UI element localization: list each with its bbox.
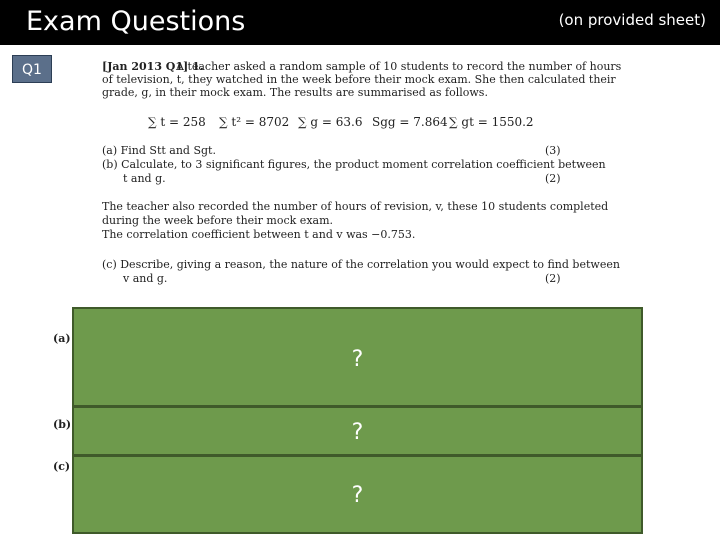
answer-b-box[interactable] bbox=[72, 406, 643, 456]
sheet-note: (on provided sheet) bbox=[558, 11, 706, 29]
part-b-text-1: (b) Calculate, to 3 significant figures, the product moment correlation coefficient between bbox=[102, 158, 606, 171]
answer-c-box[interactable] bbox=[72, 455, 643, 534]
part-c-text-2: v and g. bbox=[123, 272, 168, 285]
part-c-text-1: (c) Describe, giving a reason, the nature of the correlation you would expect to find between bbox=[102, 258, 620, 271]
followup-line-2: during the week before their mock exam. bbox=[102, 214, 334, 227]
intro-line-3: grade, g, in their mock exam. The results are summarised as follows. bbox=[102, 86, 488, 99]
answer-b-label: (b) bbox=[53, 418, 72, 431]
slide-title: Exam Questions bbox=[26, 6, 246, 37]
part-b-marks: (2) bbox=[545, 172, 561, 185]
answer-a-box[interactable] bbox=[72, 307, 643, 407]
answer-a-label: (a) bbox=[53, 332, 71, 345]
sum-t2: ∑ t² = 8702 bbox=[219, 115, 290, 129]
followup-line-1: The teacher also recorded the number of hours of revision, v, these 10 students completed bbox=[102, 200, 609, 213]
sum-t: ∑ t = 258 bbox=[148, 115, 206, 129]
answer-b-hidden: ? bbox=[351, 420, 364, 445]
question-badge: Q1 bbox=[12, 55, 52, 83]
intro-line-2: of television, t, they watched in the week before their mock exam. She then calculated their bbox=[102, 73, 616, 86]
part-a-text: (a) Find Stt and Sgt. bbox=[102, 144, 216, 157]
answer-a-hidden: ? bbox=[351, 347, 364, 372]
question-ref: [Jan 2013 Q1] 1. bbox=[102, 60, 204, 73]
part-a-marks: (3) bbox=[545, 144, 561, 157]
title-bar bbox=[0, 0, 720, 45]
followup-line-3: The correlation coefficient between t and v was −0.753. bbox=[102, 228, 416, 241]
sum-g: ∑ g = 63.6 bbox=[298, 115, 363, 129]
intro-line-1: A teacher asked a random sample of 10 students to record the number of hours bbox=[176, 60, 622, 73]
answer-c-label: (c) bbox=[53, 460, 71, 473]
s-gg: Sgg = 7.864 bbox=[372, 115, 448, 129]
answer-c-hidden: ? bbox=[351, 483, 364, 508]
sum-gt: ∑ gt = 1550.2 bbox=[449, 115, 534, 129]
part-b-text-2: t and g. bbox=[123, 172, 166, 185]
part-c-marks: (2) bbox=[545, 272, 561, 285]
